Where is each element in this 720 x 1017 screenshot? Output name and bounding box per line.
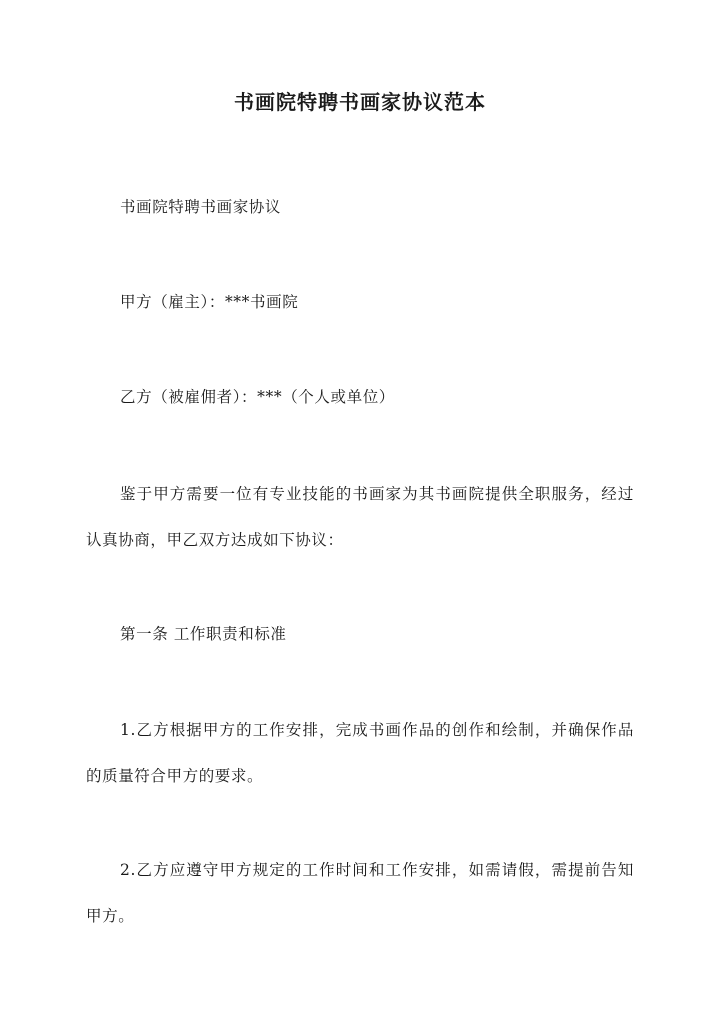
paragraph-agreement-name: 书画院特聘书画家协议 bbox=[120, 198, 282, 216]
paragraph-article-one-heading: 第一条 工作职责和标准 bbox=[120, 625, 287, 643]
paragraph-clause-1: 1.乙方根据甲方的工作安排，完成书画作品的创作和绘制，并确保作品的质量符合甲方的要求。 bbox=[86, 721, 634, 785]
paragraph-clause-2: 2.乙方应遵守甲方规定的工作时间和工作安排，如需请假，需提前告知甲方。 bbox=[86, 861, 634, 925]
paragraph-party-b: 乙方（被雇佣者）：***（个人或单位） bbox=[120, 388, 395, 406]
paragraph-preamble: 鉴于甲方需要一位有专业技能的书画家为其书画院提供全职服务，经过认真协商，甲乙双方达成如下协议： bbox=[86, 485, 634, 549]
paragraph-party-a: 甲方（雇主）：***书画院 bbox=[120, 293, 299, 311]
document-title: 书画院特聘书画家协议范本 bbox=[234, 90, 486, 114]
